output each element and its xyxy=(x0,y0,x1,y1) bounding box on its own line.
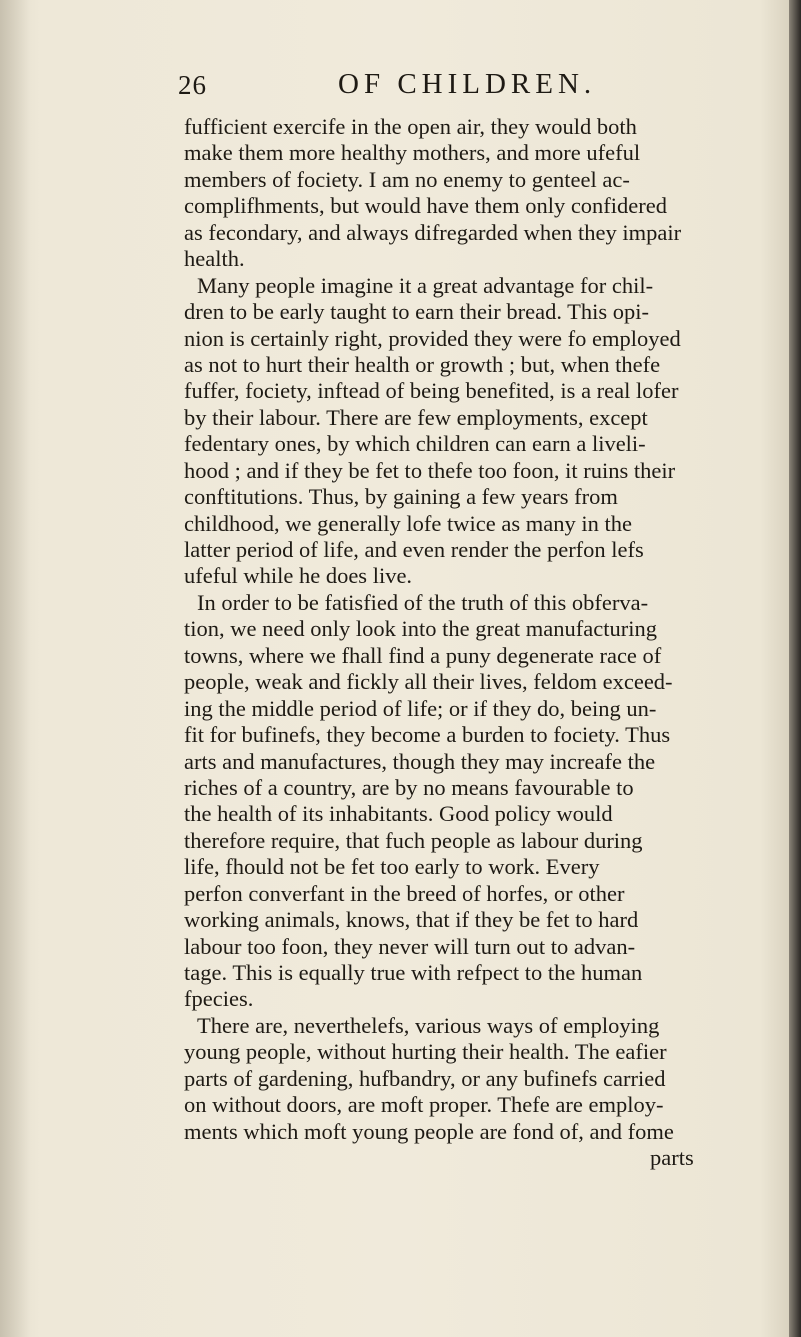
text-line: ments which moft young people are fond of, and fome xyxy=(184,1118,674,1144)
text-line: complifhments, but would have them only confidered xyxy=(184,193,668,219)
text-line: young people, without hurting their health. The eafier xyxy=(184,1039,667,1065)
text-line: perfon converfant in the breed of horfes, or other xyxy=(184,880,625,906)
text-line: people, weak and fickly all their lives, feldom exceed- xyxy=(184,669,673,695)
text-line: tion, we need only look into the great manufacturing xyxy=(184,616,657,642)
text-line: therefore require, that fuch people as labour during xyxy=(184,827,643,853)
text-line: fuffer, fociety, inftead of being benefited, is a real lofer xyxy=(184,378,679,404)
catchword: parts xyxy=(650,1145,694,1171)
page-header xyxy=(178,68,738,108)
text-line: hood ; and if they be fet to thefe too foon, it ruins their xyxy=(184,457,676,483)
text-line: Many people imagine it a great advantage for chil- xyxy=(197,272,654,298)
page-gutter-shadow xyxy=(0,0,30,1337)
running-head: OF CHILDREN. xyxy=(338,68,597,100)
text-line: life, fhould not be fet too early to work. Every xyxy=(184,854,600,880)
text-line: on without doors, are moft proper. Thefe are employ- xyxy=(184,1092,664,1118)
text-line: dren to be early taught to earn their bread. This opi- xyxy=(184,299,650,325)
text-line: health. xyxy=(184,246,245,272)
text-line: fedentary ones, by which children can earn a liveli- xyxy=(184,431,646,457)
text-line: tage. This is equally true with refpect to the human xyxy=(184,960,643,985)
text-line: latter period of life, and even render the perfon lefs xyxy=(184,537,644,562)
text-line: the health of its inhabitants. Good policy would xyxy=(184,801,613,827)
text-line: ing the middle period of life; or if they do, being un- xyxy=(184,695,657,721)
text-line: fit for bufinefs, they become a burden to fociety. Thus xyxy=(184,722,671,748)
text-line: ufeful while he does live. xyxy=(184,563,413,589)
page-edge xyxy=(789,0,801,1337)
text-line: by their labour. There are few employments, except xyxy=(184,404,648,430)
text-line: members of fociety. I am no enemy to genteel ac- xyxy=(184,166,630,192)
text-line: working animals, knows, that if they be fet to hard xyxy=(184,907,639,933)
text-line: childhood, we generally lofe twice as many in the xyxy=(184,510,632,536)
text-line: arts and manufactures, though they may increafe the xyxy=(184,748,656,774)
text-line: fufficient exercife in the open air, they would both xyxy=(184,114,637,139)
text-line: In order to be fatisfied of the truth of this obferva- xyxy=(197,589,649,615)
text-line: fpecies. xyxy=(184,986,254,1012)
text-line: riches of a country, are by no means favourable to xyxy=(184,774,634,800)
text-line: as fecondary, and always difregarded when they impair xyxy=(184,219,682,245)
text-line: labour too foon, they never will turn out to advan- xyxy=(184,933,636,959)
text-line: parts of gardening, hufbandry, or any bufinefs carried xyxy=(184,1065,666,1091)
body-text xyxy=(184,114,790,1172)
text-line: nion is certainly right, provided they were fo employed xyxy=(184,325,681,351)
text-line: conftitutions. Thus, by gaining a few years from xyxy=(184,484,618,510)
text-line: There are, neverthelefs, various ways of employing xyxy=(197,1012,660,1038)
page-number: 26 xyxy=(178,70,207,100)
text-line: make them more healthy mothers, and more ufeful xyxy=(184,140,641,166)
text-line: as not to hurt their health or growth ; but, when thefe xyxy=(184,351,661,377)
text-line: towns, where we fhall find a puny degenerate race of xyxy=(184,642,662,668)
